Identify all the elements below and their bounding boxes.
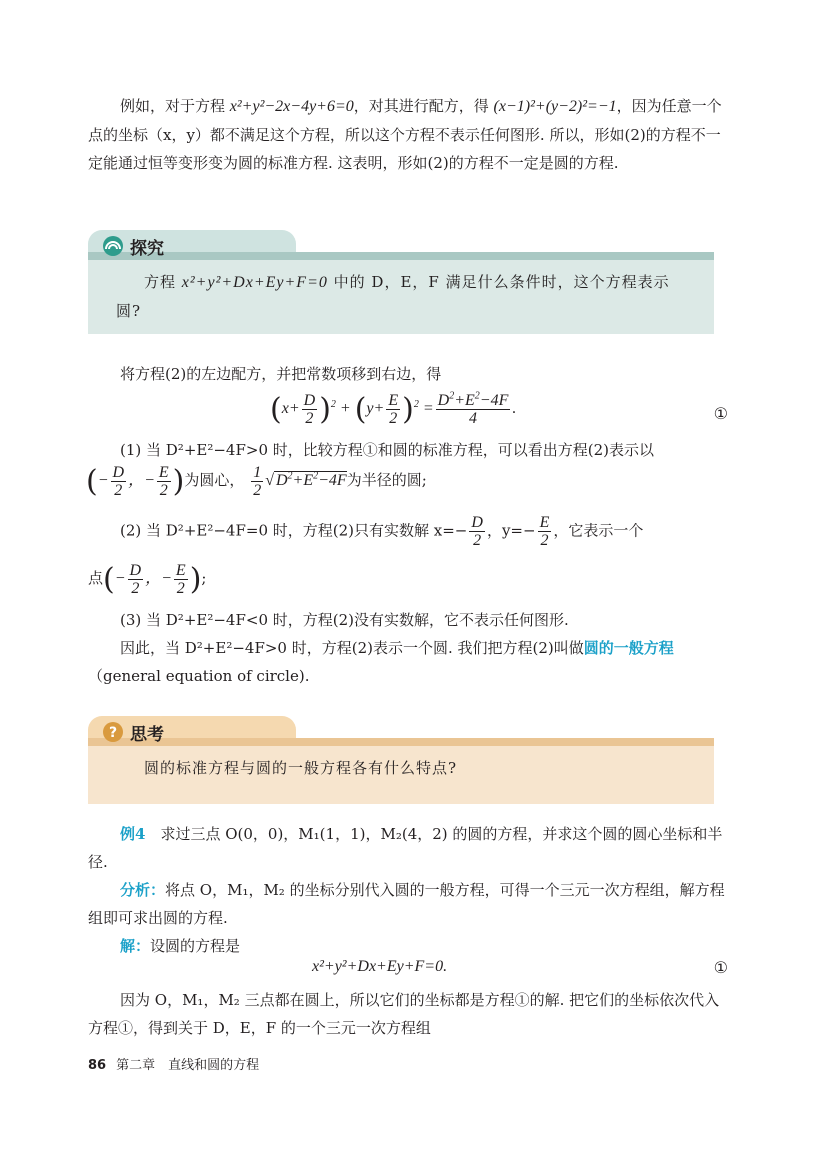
intro-paragraph: 例如，对于方程 x²+y²−2x−4y+6=0，对其进行配方，得 (x−1)²+(y−2)²=−1，因为任意一个点的坐标（x，y）都不满足这个方程，所以这个方程不表示任何图形. 所以，形如(2)的方程不一定能通过恒等变形变为圆的标准方程. 这表明，形如(2)的方程不一定是圆的方程. — [88, 97, 722, 172]
equation-marker-1: ① — [713, 404, 728, 423]
explore-icon — [102, 235, 124, 257]
case-2-point: 点(− $\frac{D}{2}$ ，− $\frac{E}{2}$ ); — [88, 562, 207, 597]
conclusion: 因此，当 D²+E²−4F>0 时，方程(2)表示一个圆. 我们把方程(2)叫做圆的一般方程（general equation of circle). — [88, 639, 674, 685]
example-followup: 因为 O，M₁，M₂ 三点都在圆上，所以它们的坐标都是方程①的解. 把它们的坐标依次代入方程①，得到关于 D，E，F 的一个三元一次方程组 — [88, 991, 720, 1037]
case-1: (1) 当 D²+E²−4F>0 时，比较方程①和圆的标准方程，可以看出方程(2)表示以 — [120, 441, 655, 459]
example-label: 例4 — [120, 825, 146, 843]
think-title: 思考 — [130, 725, 164, 745]
case-2: (2) 当 D²+E²−4F=0 时，方程(2)只有实数解 x=− $\frac{D}{2}$ ，y=− $\frac{E}{2}$ ，它表示一个 — [120, 514, 644, 549]
example-4: 例4 求过三点 O(0，0)，M₁(1，1)，M₂(4，2) 的圆的方程，并求这个圆的圆心坐标和半径. — [88, 825, 723, 871]
case-3: (3) 当 D²+E²−4F<0 时，方程(2)没有实数解，它不表示任何图形. — [120, 611, 569, 629]
completed-square-equation: (x+ $\frac{D}{2}$ )$^2$ + (y+ $\frac{E}{2}$ )$^2$ = $\frac{D^2+E^2-4F}{4}$ . — [270, 390, 517, 427]
think-box — [88, 716, 714, 804]
think-text: 圆的标准方程与圆的一般方程各有什么特点? — [144, 759, 458, 777]
svg-text:?: ? — [108, 725, 118, 741]
explore-text: 方程 x²+y²+Dx+Ey+F=0 中的 D，E，F 满足什么条件时，这个方程表示圆? — [116, 273, 670, 320]
derive-intro: 将方程(2)的左边配方，并把常数项移到右边，得 — [120, 365, 442, 383]
example-solution: 解：设圆的方程是 — [120, 937, 241, 955]
solution-equation: x²+y²+Dx+Ey+F=0. — [312, 958, 448, 975]
term-general-equation: 圆的一般方 — [583, 639, 659, 657]
question-icon — [102, 721, 124, 743]
intro-equation-1: x²+y²−2x−4y+6=0 — [229, 98, 354, 115]
page-footer — [88, 1054, 259, 1073]
equation-marker-2: ① — [713, 958, 728, 977]
explore-box — [88, 230, 714, 334]
intro-equation-2: (x−1)²+(y−2)²=−1 — [493, 98, 617, 115]
case-1-continued: (− $\frac{D}{2}$ ，− $\frac{E}{2}$ )为圆心， $\frac{1}{2}$ √ $D^2+E^2-4F$为半径的圆; — [86, 464, 427, 499]
example-analysis: 分析：将点 O，M₁，M₂ 的坐标分别代入圆的一般方程，可得一个三元一次方程组，解方程组即可求出圆的方程. — [88, 881, 725, 927]
explore-title: 探究 — [130, 239, 164, 259]
page-number: 86 — [88, 1058, 107, 1073]
chapter-title: 第二章 直线和圆的方程 — [116, 1058, 260, 1073]
